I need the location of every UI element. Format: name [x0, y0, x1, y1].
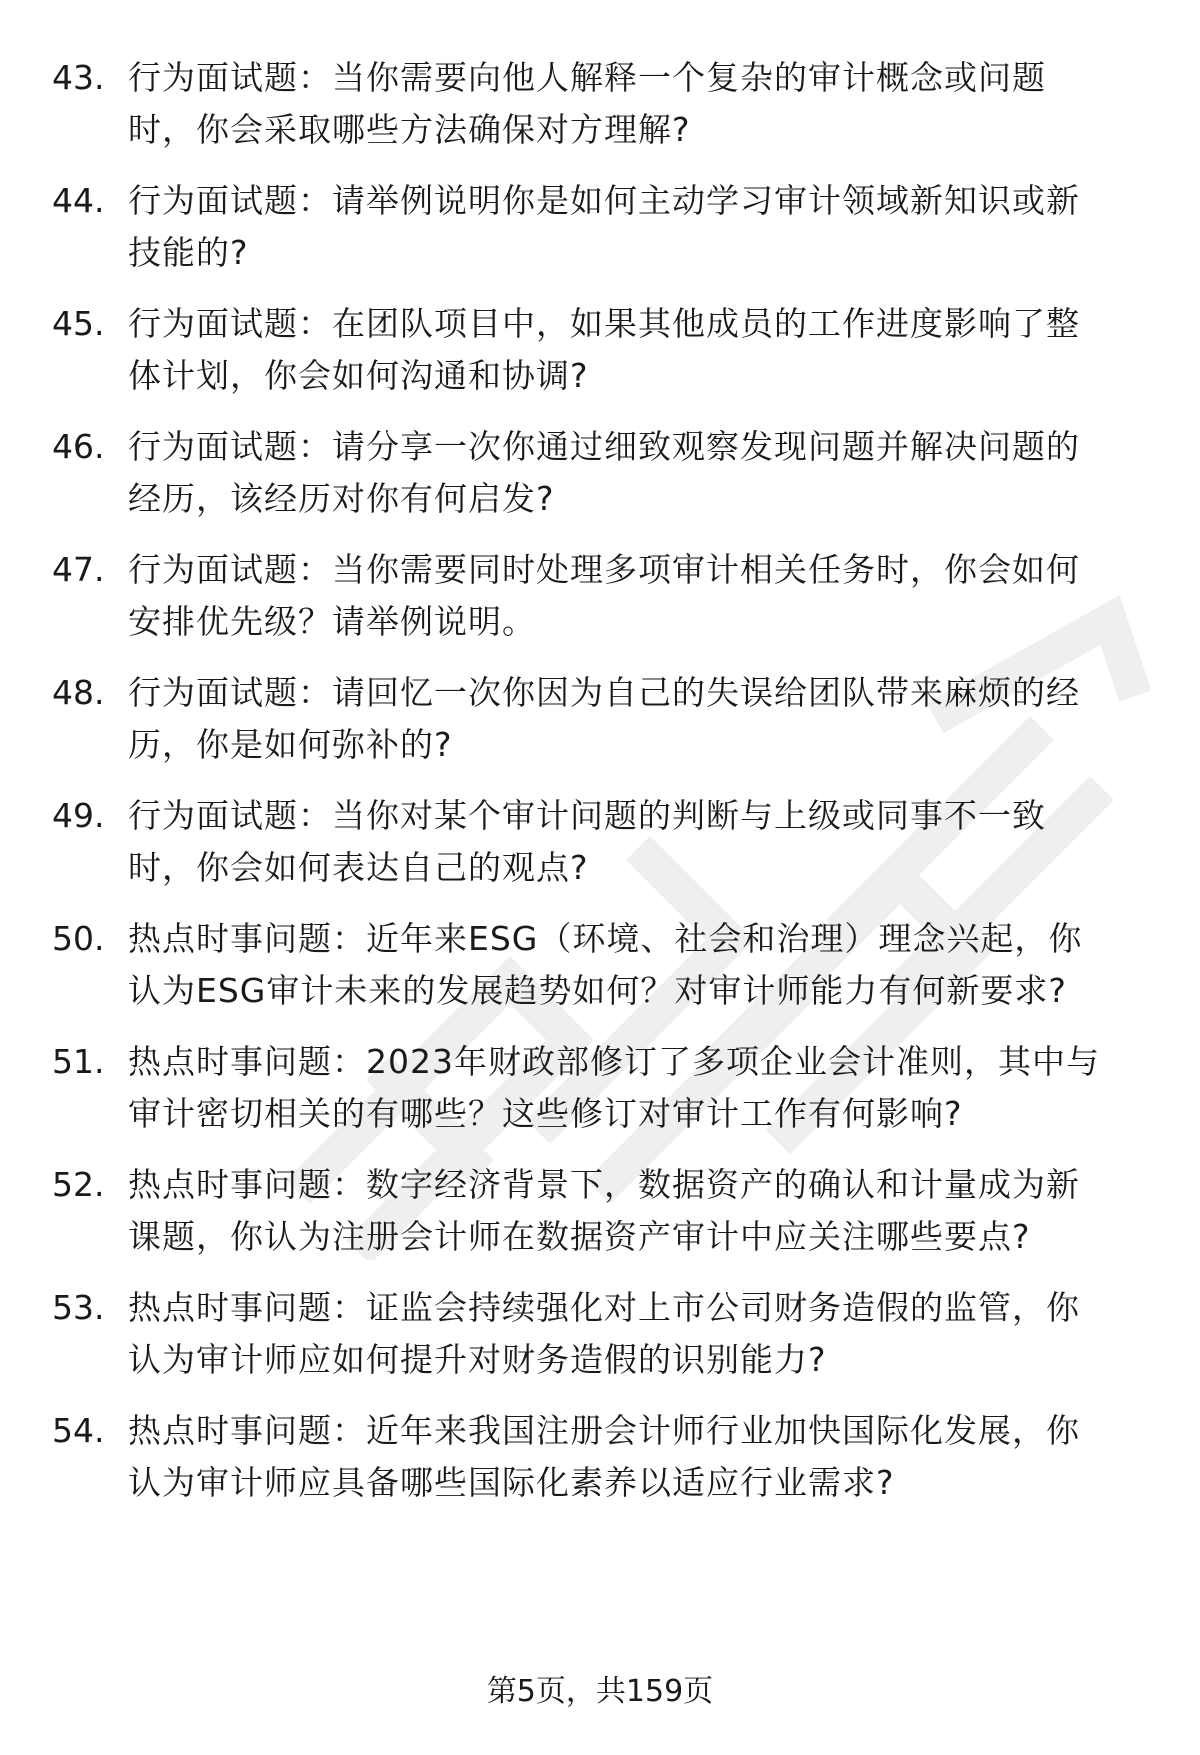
question-number: 46. — [52, 427, 105, 466]
question-number: 44. — [52, 181, 105, 220]
question-text: 热点时事问题：近年来ESG（环境、社会和治理）理念兴起，你 认为ESG审计未来的发展趋势如何？对审计师能力有何新要求? — [128, 919, 1083, 1010]
question-number: 51. — [52, 1042, 105, 1081]
question-text: 热点时事问题：数字经济背景下，数据资产的确认和计量成为新 课题，你认为注册会计师在数据资产审计中应关注哪些要点? — [128, 1165, 1080, 1256]
question-number: 54. — [52, 1411, 105, 1450]
question-text: 行为面试题：当你对某个审计问题的判断与上级或同事不一致 时，你会如何表达自己的观点? — [128, 796, 1046, 887]
question-number: 47. — [52, 550, 105, 589]
question-list — [0, 52, 1200, 1528]
question-item — [0, 1036, 1200, 1159]
question-number: 45. — [52, 304, 105, 343]
question-number: 49. — [52, 796, 105, 835]
question-text: 行为面试题：在团队项目中，如果其他成员的工作进度影响了整 体计划，你会如何沟通和协调? — [128, 304, 1080, 395]
question-item — [0, 544, 1200, 667]
question-item — [0, 913, 1200, 1036]
question-item — [0, 667, 1200, 790]
question-text: 热点时事问题：近年来我国注册会计师行业加快国际化发展，你 认为审计师应具备哪些国际化素养以适应行业需求? — [128, 1411, 1080, 1502]
question-number: 50. — [52, 919, 105, 958]
question-item — [0, 175, 1200, 298]
question-item — [0, 1159, 1200, 1282]
page-footer: 第5页，共159页 — [486, 1674, 714, 1709]
question-text: 行为面试题：当你需要同时处理多项审计相关任务时，你会如何 安排优先级？请举例说明。 — [128, 550, 1080, 641]
question-text: 行为面试题：请分享一次你通过细致观察发现问题并解决问题的 经历，该经历对你有何启发? — [128, 427, 1080, 518]
question-text: 行为面试题：请举例说明你是如何主动学习审计领域新知识或新 技能的? — [128, 181, 1080, 272]
question-number: 43. — [52, 58, 105, 97]
question-number: 48. — [52, 673, 105, 712]
question-text: 行为面试题：当你需要向他人解释一个复杂的审计概念或问题 时，你会采取哪些方法确保对方理解? — [128, 58, 1046, 149]
question-item — [0, 790, 1200, 913]
question-text: 热点时事问题：2023年财政部修订了多项企业会计准则，其中与 审计密切相关的有哪些？这些修订对审计工作有何影响? — [128, 1042, 1100, 1133]
question-item — [0, 421, 1200, 544]
question-item — [0, 1405, 1200, 1528]
question-text: 行为面试题：请回忆一次你因为自己的失误给团队带来麻烦的经 历，你是如何弥补的? — [128, 673, 1080, 764]
question-item — [0, 1282, 1200, 1405]
question-number: 53. — [52, 1288, 105, 1327]
question-item — [0, 298, 1200, 421]
question-item — [0, 52, 1200, 175]
question-text: 热点时事问题：证监会持续强化对上市公司财务造假的监管，你 认为审计师应如何提升对财务造假的识别能力? — [128, 1288, 1080, 1379]
question-number: 52. — [52, 1165, 105, 1204]
